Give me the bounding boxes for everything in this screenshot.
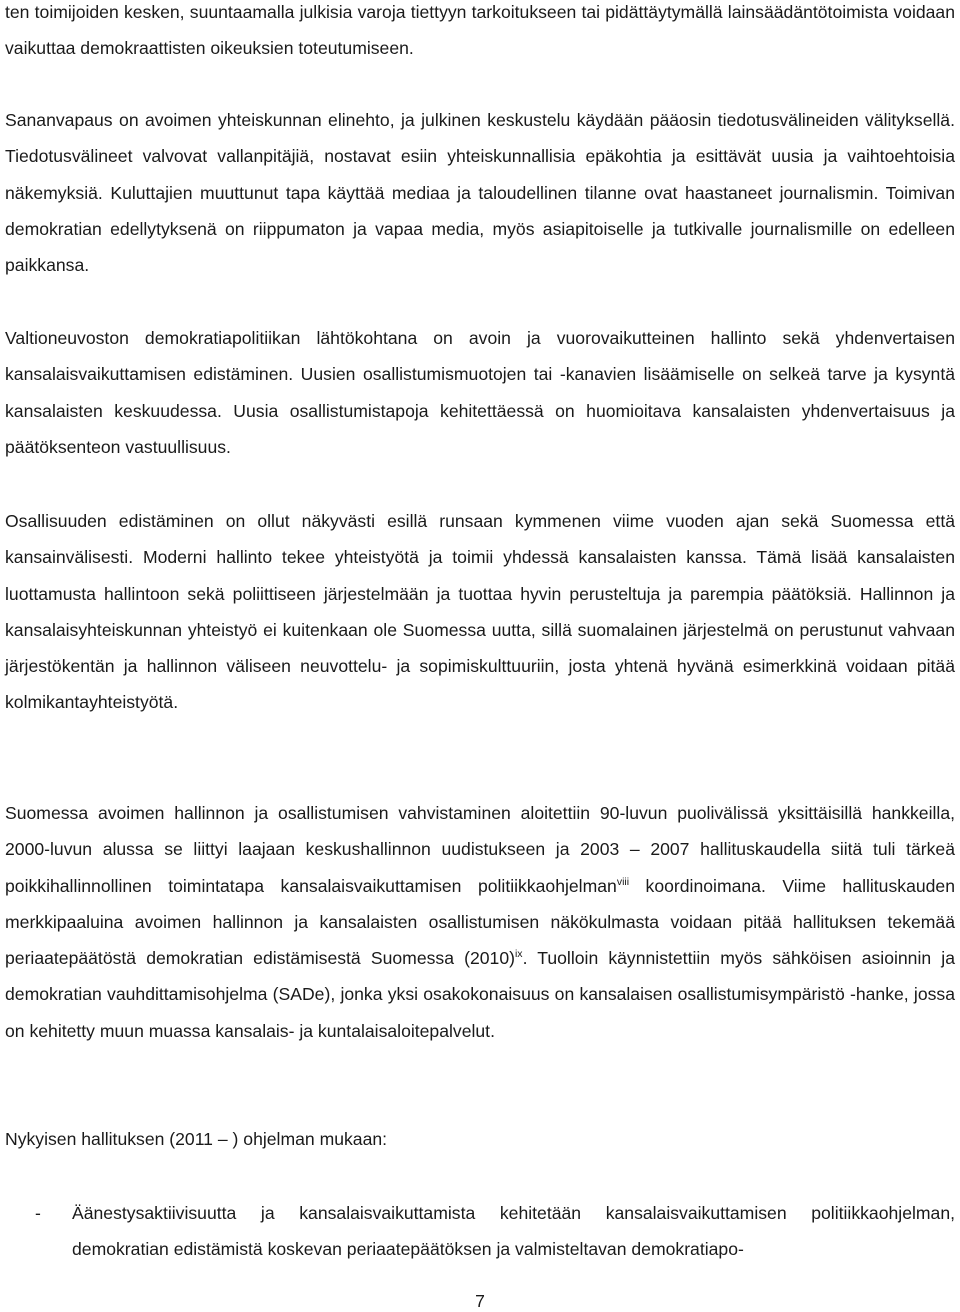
page-number: 7	[475, 1291, 485, 1311]
paragraph-participation: Osallisuuden edistäminen on ollut näkyvästi esillä runsaan kymmenen viime vuoden ajan sekä Suomessa että kansainvälisesti. Moderni hallinto tekee yhteistyötä ja toimii yhdessä kansalaisten kanssa. Tämä lisää kansalaisten luottamusta hallintoon sekä poliittiseen järjestelmään ja tuottaa hyvin perusteltuja ja parempia päätöksiä. Hallinnon ja kansalaisyhteiskunnan yhteistyö ei kuitenkaan ole Suomessa uutta, sillä suomalainen järjestelmä on perustunut vahvaan järjestökentän ja hallinnon väliseen neuvottelu- ja sopimiskulttuuriin, josta yhtenä hyvänä esimerkkinä voidaan pitää kolmikantayhteistyötä.	[5, 511, 955, 713]
endnote-marker-viii: viii	[616, 875, 630, 888]
paragraph-freedom-of-speech: Sananvapaus on avoimen yhteiskunnan elinehto, ja julkinen keskustelu käydään pääosin tiedotusvälineiden välityksellä. Tiedotusvälineet valvovat vallanpitäjiä, nostavat esiin yhteiskunnallisia epäkohtia ja esittävät uusia ja vaihtoehtoisia näkemyksiä. Kuluttajien muuttunut tapa käyttää mediaa ja taloudellinen tilanne ovat haastaneet journalismin. Toimivan demokratian edellytyksenä on riippumaton ja vapaa media, myös asiapitoiselle ja tutkivalle journalismille on edelleen paikkansa.	[5, 110, 955, 276]
list-item	[5, 1195, 955, 1268]
paragraph-text-part-1: Suomessa avoimen hallinnon ja osallistumisen vahvistaminen aloitettiin 90-luvun puolivälissä yksittäisillä hankkeilla, 2000-luvun alussa se liittyi laajaan keskushallinnon uudistukseen ja 2003 – 2007 hallituskaudella siitä tuli tärkeä poikkihallinnollinen toimintatapa kansalaisvaikuttamisen politiikkaohjelman	[5, 803, 955, 896]
paragraph-text-part-2: koordinoimana. Viime hallituskauden merkkipaaluina avoimen hallinnon ja kansalaisten osallistumisen näkökulmasta voidaan pitää hallituksen tekemää periaatepäätöstä demokratian edistämisestä Suomessa (2010)	[5, 875, 955, 969]
paragraph-democracy-policy: Valtioneuvoston demokratiapolitiikan lähtökohtana on avoin ja vuorovaikutteinen hallinto sekä yhdenvertaisen kansalaisvaikuttamisen edistäminen. Uusien osallistumismuotojen tai -kanavien lisäämiselle on selkeä tarve ja kysyntä kansalaisten keskuudessa. Uusia osallistumistapoja kehitettäessä on huomioitava kansalaisten yhdenvertaisuus ja päätöksenteon vastuullisuus.	[5, 328, 955, 457]
endnote-marker-ix: ix	[514, 948, 523, 961]
list-bullet-dash: -	[35, 1203, 41, 1223]
paragraph-continuation: ten toimijoiden kesken, suuntaamalla julkisia varoja tiettyyn tarkoitukseen tai pidättäytymällä lainsäädäntötoimista voidaan vaikuttaa demokraattisten oikeuksien toteutumiseen.	[5, 2, 955, 59]
paragraph-open-government-history	[5, 795, 955, 1049]
paragraph-text-part-3: . Tuolloin käynnistettiin myös sähköisen asioinnin ja demokratian vauhdittamisohjelma (SADe), jonka yksi osakokonaisuus on kansalaisen osallistumisympäristö -hanke, jossa on kehitetty muun muassa kansalais- ja kuntalaisaloitepalvelut.	[5, 948, 955, 1041]
list-item-text: Äänestysaktiivisuutta ja kansalaisvaikuttamista kehitetään kansalaisvaikuttamisen politiikkaohjelman, demokratian edistämistä koskevan periaatepäätöksen ja valmisteltavan demokratiapo-	[72, 1203, 955, 1260]
paragraph-government-programme-intro: Nykyisen hallituksen (2011 – ) ohjelman mukaan:	[5, 1129, 388, 1149]
